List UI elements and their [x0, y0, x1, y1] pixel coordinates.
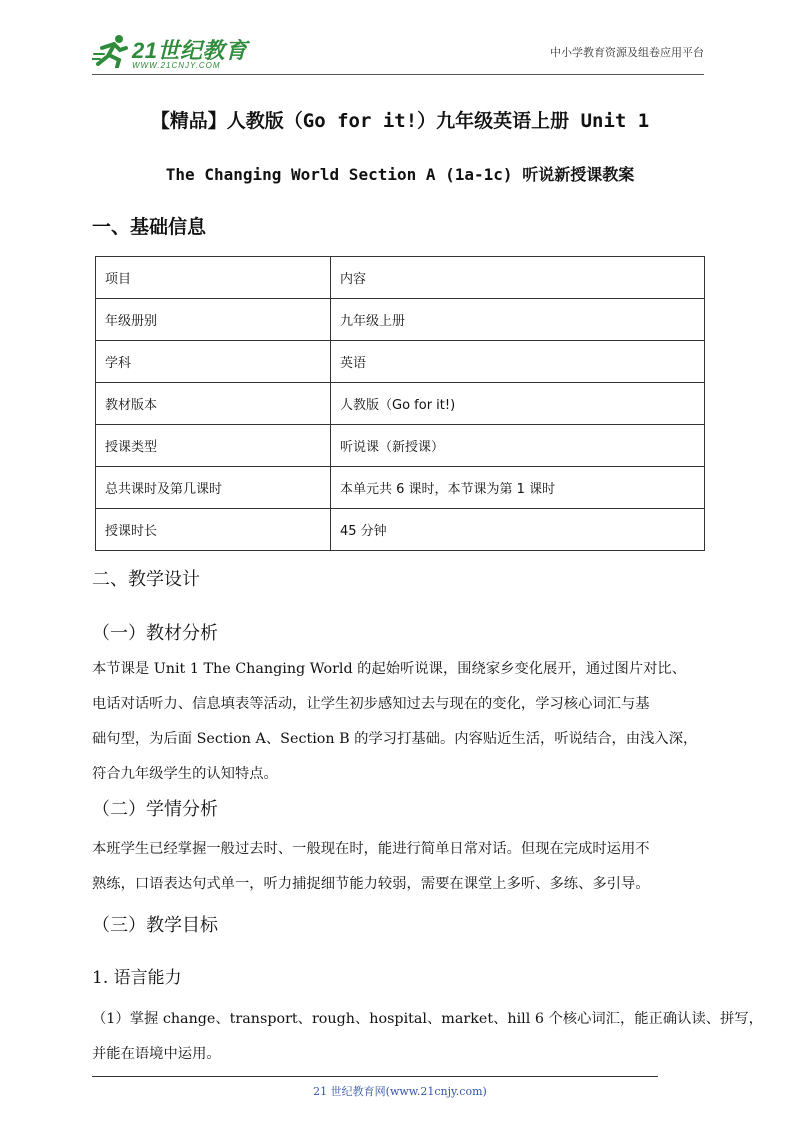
section-heading-teaching-design: 二、教学设计	[92, 569, 200, 590]
header-divider	[92, 74, 704, 75]
logo	[92, 30, 252, 76]
table-cell: 听说课（新授课）	[331, 425, 705, 467]
paragraph-student-analysis	[92, 832, 712, 902]
logo-url: WWW.21CNJY.COM	[132, 61, 221, 70]
document-subtitle: The Changing World Section A (1a-1c) 听说新授课教案	[165, 165, 635, 184]
table-row	[96, 257, 705, 299]
table-cell: 九年级上册	[331, 299, 705, 341]
table-row	[96, 509, 705, 551]
page-header	[92, 30, 704, 76]
paragraph-language-ability	[92, 1002, 763, 1072]
basic-info-table	[95, 256, 705, 551]
table-row	[96, 299, 705, 341]
table-cell: 年级册别	[96, 299, 331, 341]
paragraph-line: 并能在语境中运用。	[92, 1046, 221, 1062]
table-cell: 授课类型	[96, 425, 331, 467]
section-heading-basic-info: 一、基础信息	[92, 216, 207, 238]
paragraph-line: 电话对话听力、信息填表等活动，让学生初步感知过去与现在的变化，学习核心词汇与基	[92, 696, 650, 712]
paragraph-line: 符合九年级学生的认知特点。	[92, 766, 278, 782]
table-cell: 授课时长	[96, 509, 331, 551]
subsection-heading-teaching-goals: （三）教学目标	[92, 915, 218, 936]
paragraph-material-analysis	[92, 652, 712, 792]
table-cell: 本单元共 6 课时，本节课为第 1 课时	[331, 467, 705, 509]
table-cell: 教材版本	[96, 383, 331, 425]
table-row	[96, 425, 705, 467]
goal-heading-language-ability: 1. 语言能力	[92, 968, 182, 988]
table-cell: 项目	[96, 257, 331, 299]
table-cell: 总共课时及第几课时	[96, 467, 331, 509]
table-cell: 人教版（Go for it!)	[331, 383, 705, 425]
footer-divider	[92, 1076, 658, 1077]
table-cell: 学科	[96, 341, 331, 383]
logo-text: 21世纪教育	[132, 38, 248, 63]
paragraph-line: 本节课是 Unit 1 The Changing World 的起始听说课，围绕家乡变化展开，通过图片对比、	[92, 661, 687, 677]
document-title: 【精品】人教版（Go for it!）九年级英语上册 Unit 1	[150, 110, 650, 132]
footer-text: 21 世纪教育网(www.21cnjy.com)	[313, 1085, 487, 1098]
subsection-heading-material-analysis: （一）教材分析	[92, 623, 218, 644]
paragraph-line: （1）掌握 change、transport、rough、hospital、market、hill 6 个核心词汇，能正确认读、拼写，	[92, 1011, 763, 1027]
paragraph-line: 本班学生已经掌握一般过去时、一般现在时，能进行简单日常对话。但现在完成时运用不	[92, 841, 650, 857]
table-cell: 英语	[331, 341, 705, 383]
subsection-heading-student-analysis: （二）学情分析	[92, 799, 218, 820]
table-row	[96, 467, 705, 509]
header-platform-text: 中小学教育资源及组卷应用平台	[550, 46, 704, 59]
paragraph-line: 熟练，口语表达句式单一，听力捕捉细节能力较弱，需要在课堂上多听、多练、多引导。	[92, 876, 650, 892]
table-row	[96, 341, 705, 383]
table-cell: 内容	[331, 257, 705, 299]
table-row	[96, 383, 705, 425]
runner-logo-icon	[92, 34, 132, 68]
paragraph-line: 础句型，为后面 Section A、Section B 的学习打基础。内容贴近生活，听说结合，由浅入深，	[92, 731, 698, 747]
table-cell: 45 分钟	[331, 509, 705, 551]
